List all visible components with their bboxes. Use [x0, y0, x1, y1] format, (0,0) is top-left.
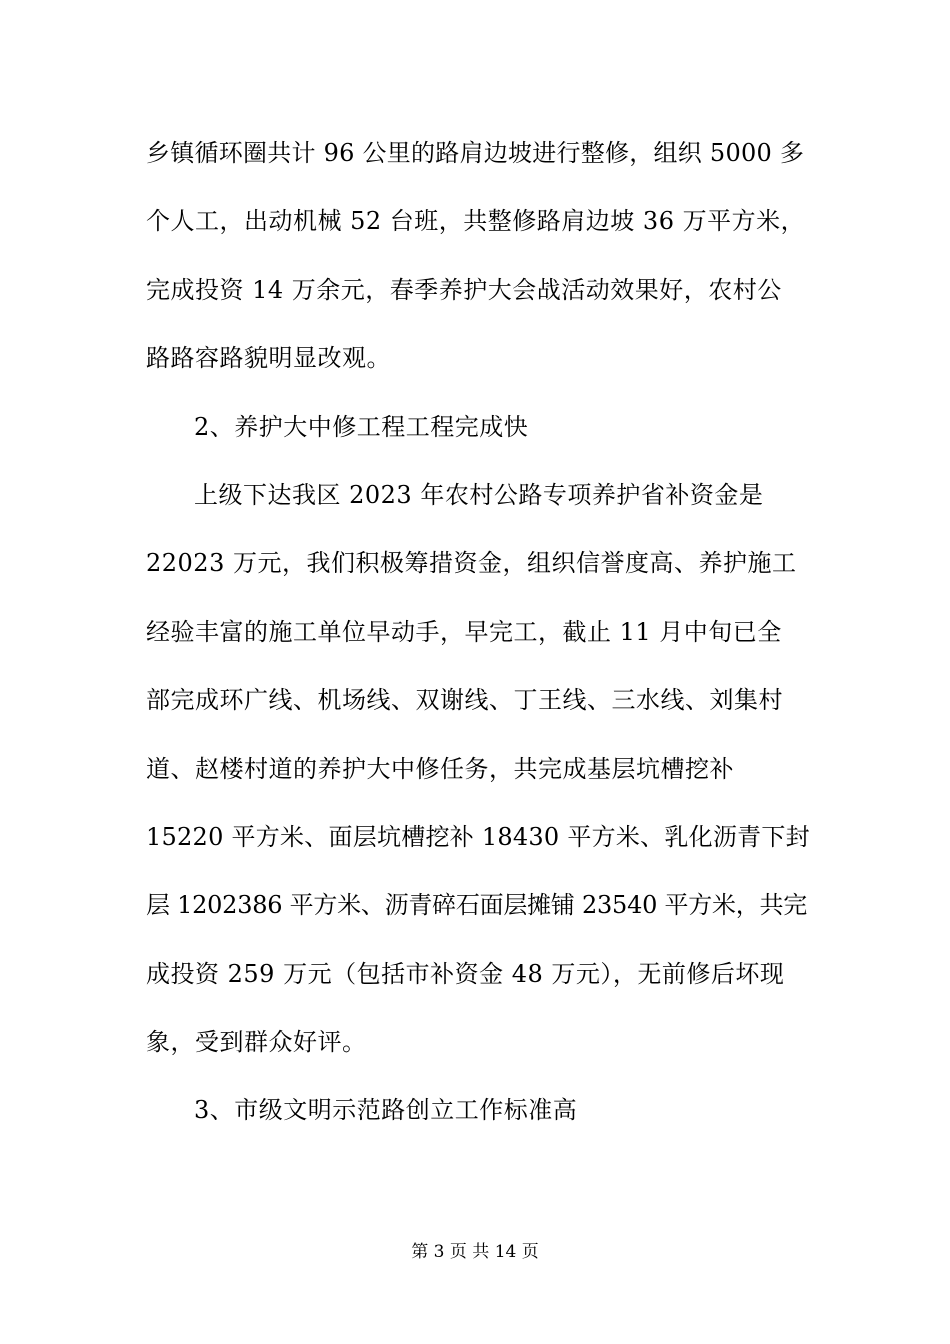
text-line: 部完成环广线、机场线、双谢线、丁王线、三水线、刘集村: [146, 686, 783, 715]
text-line: 经验丰富的施工单位早动手，早完工，截止 11 月中旬已全: [146, 617, 782, 646]
text-line: 路路容路貌明显改观。: [146, 344, 391, 373]
paragraph-maintenance-projects: [146, 470, 810, 1086]
heading-line: 3、市级文明示范路创立工作标准高: [194, 1096, 578, 1125]
text-line: 22023 万元，我们积极筹措资金，组织信誉度高、养护施工: [146, 549, 797, 578]
document-body: [146, 128, 810, 1154]
heading-line: 2、养护大中修工程工程完成快: [194, 412, 529, 441]
text-line: 道、赵楼村道的养护大中修任务，共完成基层坑槽挖补: [146, 754, 734, 783]
text-line: 完成投资 14 万余元，春季养护大会战活动效果好，农村公: [146, 275, 782, 304]
section-heading-3: [146, 1085, 810, 1153]
text-line: 乡镇循环圈共计 96 公里的路肩边坡进行整修，组织 5000 多: [146, 139, 805, 167]
section-heading-2: [146, 402, 810, 470]
text-line: 15220 平方米、面层坑槽挖补 18430 平方米、乳化沥青下封: [146, 822, 810, 851]
page-footer: [0, 1240, 950, 1264]
text-line: 成投资 259 万元（包括市补资金 48 万元），无前修后坏现: [146, 959, 785, 988]
text-line: 上级下达我区 2023 年农村公路专项养护省补资金是: [194, 480, 764, 509]
text-line: 个人工，出动机械 52 台班，共整修路肩边坡 36 万平方米，: [146, 207, 806, 236]
text-line: 象，受到群众好评。: [146, 1028, 367, 1057]
page-number: 第 3 页 共 14 页: [411, 1242, 539, 1262]
text-line: 层 1202386 平方米、沥青碎石面层摊铺 23540 平方米，共完: [146, 891, 807, 920]
paragraph-roadside-repair: [146, 128, 810, 402]
